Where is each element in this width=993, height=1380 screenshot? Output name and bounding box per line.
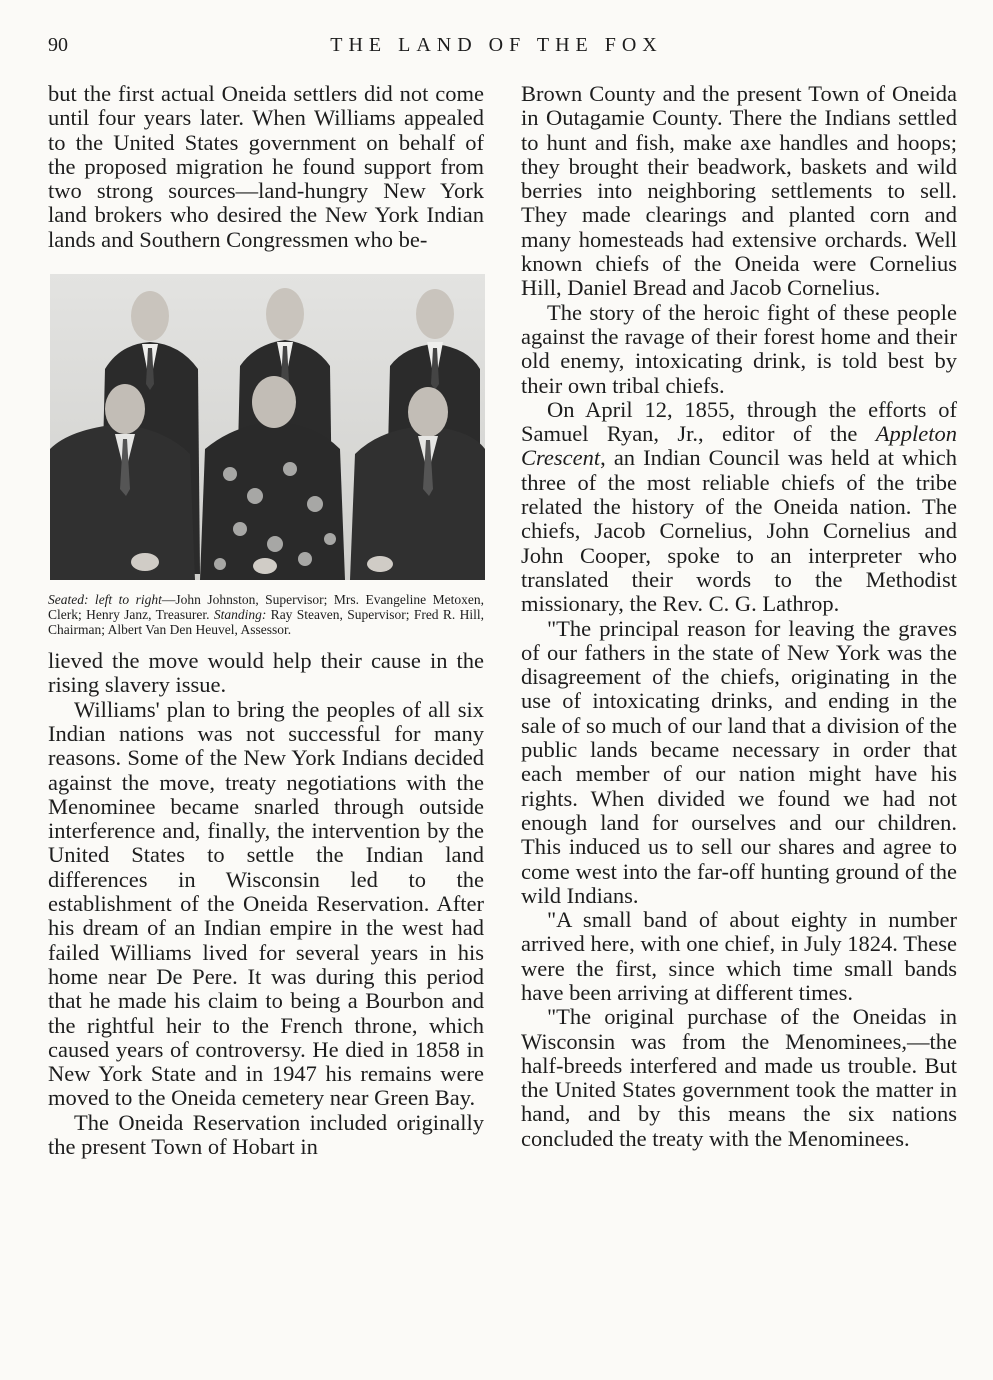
paragraph-1a: but the first actual Oneida settlers did not come until four years later. When Williams appealed to the United States government on behalf of the proposed migration he found support from two strong sources—land-hungry New York land brokers who desired the New York Indian lands and Southern Congressmen who be- xyxy=(48,81,484,252)
running-head: THE LAND OF THE FOX xyxy=(330,34,663,56)
paragraph-quote-2: "A small band of about eighty in number arrived here, with one chief, in July 1824. These were the first, since which time small bands have been arriving at different times. xyxy=(521,907,957,1005)
right-column xyxy=(521,82,957,1151)
caption-standing-text: Ray Steaven, Supervisor; Fred R. Hill, Chairman; Albert Van Den Heuvel, Assessor. xyxy=(48,607,485,638)
council-text-a: On April 12, 1855, through the efforts of Samuel Ryan, Jr., editor of the xyxy=(521,396,957,447)
caption-seated-text: —John Johnston, Supervisor; Mrs. Evangeline Metoxen, Clerk; Henry Janz, Treasurer. xyxy=(48,592,484,623)
paragraph-3-start: The Oneida Reservation included originally the present Town of Hobart in xyxy=(48,1109,484,1160)
group-photograph xyxy=(50,274,485,580)
page-header xyxy=(48,34,945,60)
paragraph-quote-3: "The original purchase of the Oneidas in Wisconsin was from the Menominees,—the half-breeds interfered and made us trouble. But the United States government took the matter in hand, and by this means the six nations concluded the treaty with the Menominees. xyxy=(521,1004,957,1151)
newspaper-title: Appleton Crescent xyxy=(521,421,957,471)
photo-image xyxy=(50,274,485,580)
paragraph-2: Williams' plan to bring the peoples of all six Indian nations was not successful for many reasons. Some of the New York Indians decided against the move, treaty negotiations with the Menominee became snarled through outside interference and, finally, the intervention by the United States to settle the Indian land differences in Wisconsin led to the establishment of the Oneida Reservation. After his dream of an Indian empire in the west had failed Williams lived for several years in his home near De Pere. It was during this period that he made his claim to being a Bourbon and the rightful heir to the French throne, which caused years of controversy. He died in 1858 in New York State and in 1947 his remains were moved to the Oneida cemetery near Green Bay. xyxy=(48,696,484,1111)
caption-standing-label: Standing: xyxy=(213,607,267,623)
page-number: 90 xyxy=(48,34,68,56)
paragraph-continued: Brown County and the present Town of Oneida in Outagamie County. There the Indians settled to hunt and fish, make axe handles and hoops; they brought their beadwork, baskets and wild berries into neighboring settlements to sell. They made clearings and planted corn and many homesteads had extensive orchards. Well known chiefs of the Oneida were Cornelius Hill, Daniel Bread and Jacob Cornelius. xyxy=(521,81,957,301)
left-column xyxy=(48,82,484,1159)
paragraph-story: The story of the heroic fight of these people against the ravage of their forest home and their old enemy, intoxicating drink, is told best by their own tribal chiefs. xyxy=(521,299,957,398)
council-text-b: , an Indian Council was held at which three of the most reliable chiefs of the tribe related the history of the Oneida nation. The chiefs, Jacob Cornelius, John Cornelius and John Cooper, spoke to an interpreter who translated their words to the Methodist missionary, the Rev. C. G. Lathrop. xyxy=(521,445,957,617)
caption-seated-label: Seated: left to right xyxy=(48,592,162,608)
paragraph-quote-1: "The principal reason for leaving the graves of our fathers in the state of New York was the disagreement of the chiefs, originating in the use of intoxicating drinks, and ending in the sale of so much of our land that a division of the public lands became necessary in order that each member of our nation might have his rights. When divided we found we had not enough land for ourselves and our children. This induced us to sell our shares and agree to come west into the far-off hunting ground of the wild Indians. xyxy=(521,615,957,908)
paragraph-council xyxy=(521,398,957,617)
paragraph-1b: lieved the move would help their cause in the rising slavery issue. xyxy=(48,648,484,698)
photo-caption xyxy=(48,592,484,637)
